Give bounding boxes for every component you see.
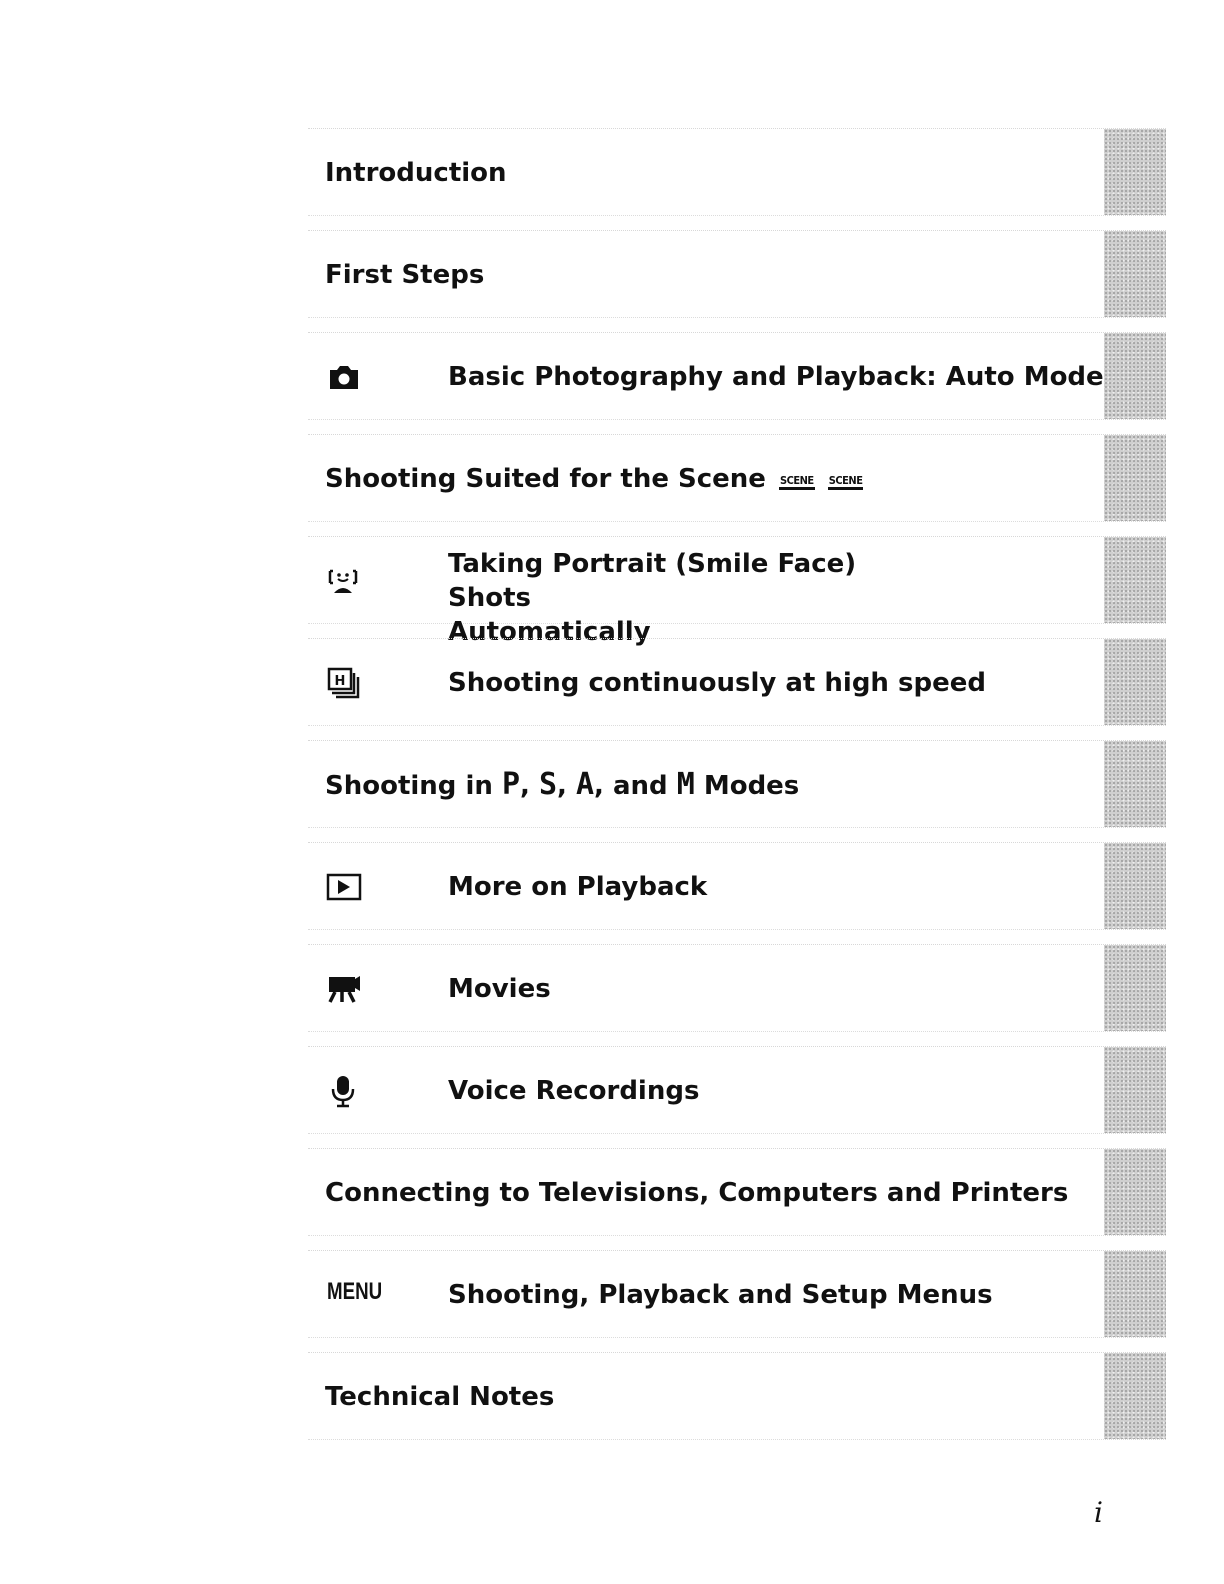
mode-a-icon: A bbox=[575, 767, 595, 802]
toc-label-connecting: Connecting to Televisions, Computers and Printers bbox=[325, 1178, 1069, 1208]
toc-label-voice: Voice Recordings bbox=[448, 1076, 700, 1106]
modes-suffix: Modes bbox=[703, 771, 800, 801]
mode-p-icon: P bbox=[501, 767, 521, 802]
thumb-tab bbox=[1104, 1149, 1166, 1235]
movie-camera-icon bbox=[326, 971, 362, 1007]
toc-entry-smile[interactable] bbox=[308, 536, 1166, 647]
thumb-tab bbox=[1104, 129, 1166, 215]
toc-entry-playback[interactable] bbox=[308, 842, 1166, 930]
playback-icon bbox=[326, 869, 362, 905]
toc-entry-first-steps[interactable] bbox=[308, 230, 1166, 318]
toc-entry-auto-mode[interactable] bbox=[308, 332, 1166, 420]
smile-face-icon bbox=[326, 563, 362, 599]
page-number: i bbox=[1094, 1496, 1103, 1529]
scene-mode-icon: SCENE bbox=[779, 473, 815, 490]
toc-label-psam: Shooting in P, S, A, and M Modes bbox=[325, 767, 800, 802]
toc-label-first-steps: First Steps bbox=[325, 260, 485, 290]
toc-label-smile bbox=[448, 547, 948, 649]
thumb-tab bbox=[1104, 843, 1166, 929]
scene-auto-selector-icon: SCENE bbox=[828, 473, 864, 490]
thumb-tab bbox=[1104, 741, 1166, 827]
toc-label-playback: More on Playback bbox=[448, 872, 708, 902]
svg-text:H: H bbox=[334, 674, 346, 689]
thumb-tab bbox=[1104, 231, 1166, 317]
smile-line-1: Taking Portrait (Smile Face) Shots bbox=[448, 549, 857, 613]
mode-m-icon: M bbox=[676, 767, 695, 802]
toc-label-scene bbox=[325, 462, 863, 496]
continuous-shooting-icon bbox=[326, 665, 362, 701]
toc-entry-voice[interactable] bbox=[308, 1046, 1166, 1134]
menu-icon: MENU bbox=[327, 1278, 383, 1305]
smile-line-2: Automatically bbox=[448, 617, 651, 647]
thumb-tab bbox=[1104, 333, 1166, 419]
toc-entry-psam[interactable] bbox=[308, 740, 1166, 828]
toc-entry-connecting[interactable] bbox=[308, 1148, 1166, 1236]
thumb-tab bbox=[1104, 1251, 1166, 1337]
toc-entry-menus[interactable] bbox=[308, 1250, 1166, 1338]
toc-label-continuous: Shooting continuously at high speed bbox=[448, 668, 986, 698]
toc-entry-scene[interactable] bbox=[308, 434, 1166, 522]
toc-entry-continuous[interactable] bbox=[308, 638, 1166, 726]
toc-label-technical: Technical Notes bbox=[325, 1382, 555, 1412]
toc-entry-movies[interactable] bbox=[308, 944, 1166, 1032]
modes-and: and bbox=[612, 771, 668, 801]
scene-title: Shooting Suited for the Scene bbox=[325, 464, 766, 494]
toc-entry-technical[interactable] bbox=[308, 1352, 1166, 1440]
thumb-tab bbox=[1104, 1353, 1166, 1439]
modes-prefix: Shooting in bbox=[325, 771, 493, 801]
thumb-tab bbox=[1104, 945, 1166, 1031]
mode-s-icon: S bbox=[538, 767, 558, 802]
thumb-tab bbox=[1104, 639, 1166, 725]
toc-label-auto-mode: Basic Photography and Playback: Auto Mode bbox=[448, 362, 1104, 392]
camera-icon bbox=[326, 359, 362, 395]
microphone-icon bbox=[326, 1073, 362, 1109]
toc-label-introduction: Introduction bbox=[325, 158, 507, 188]
toc-entry-introduction[interactable] bbox=[308, 128, 1166, 216]
toc-label-movies: Movies bbox=[448, 974, 551, 1004]
toc-label-menus: Shooting, Playback and Setup Menus bbox=[448, 1280, 993, 1310]
thumb-tab bbox=[1104, 1047, 1166, 1133]
thumb-tab bbox=[1104, 435, 1166, 521]
thumb-tab bbox=[1104, 537, 1166, 623]
